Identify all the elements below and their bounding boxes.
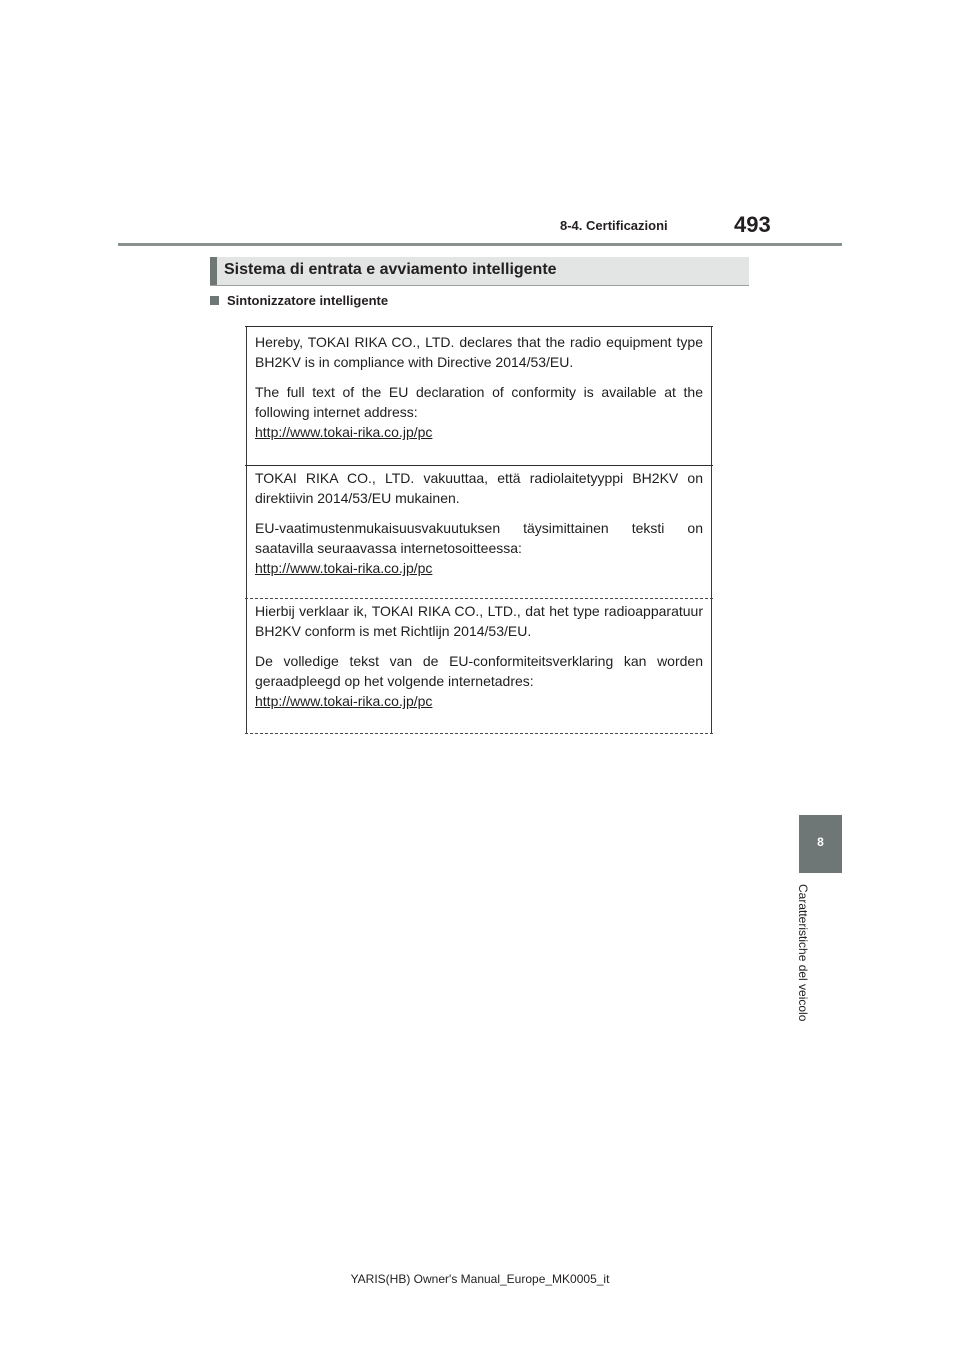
page-number: 493 [734,212,771,237]
declaration-url-link[interactable]: http://www.tokai-rika.co.jp/pc [255,424,433,440]
chapter-side-label: Caratteristiche del veicolo [796,884,810,1022]
subheading [210,293,388,308]
declaration-url-link[interactable]: http://www.tokai-rika.co.jp/pc [255,560,433,576]
section-heading-bar [210,257,749,286]
chapter-number: 8 [817,835,824,849]
header-divider [118,243,842,246]
declaration-availability-text: The full text of the EU declaration of conformity is available at the following internet address: [255,384,703,420]
section-title: Sistema di entrata e avviamento intelligente [224,261,557,278]
header-section-title: 8-4. Certificazioni [560,218,668,233]
declaration-text: TOKAI RIKA CO., LTD. vakuuttaa, että radiolaitetyyppi BH2KV on direktiivin 2014/53/EU mukainen. [255,470,703,506]
declaration-availability-text: EU-vaatimustenmukaisuusvakuutuksen täysimittainen teksti on saatavilla seuraavassa internetosoitteessa: [255,520,703,556]
declaration-divider [245,465,713,466]
chapter-tab [799,815,842,873]
declaration-dutch [255,601,703,711]
declaration-divider [245,598,713,599]
declaration-top-rule [245,326,713,327]
section-accent-bar [210,257,217,285]
declaration-bottom-rule [245,733,713,734]
subheading-text: Sintonizzatore intelligente [227,293,389,308]
declaration-text: Hereby, TOKAI RIKA CO., LTD. declares that the radio equipment type BH2KV is in compliance with Directive 2014/53/EU. [255,334,703,370]
declaration-english [255,332,703,442]
declaration-box [246,326,712,734]
declaration-text: Hierbij verklaar ik, TOKAI RIKA CO., LTD., dat het type radioapparatuur BH2KV conform is met Richtlijn 2014/53/EU. [255,603,703,639]
declaration-availability-text: De volledige tekst van de EU-conformiteitsverklaring kan worden geraadpleegd op het volgende internetadres: [255,653,703,689]
square-bullet-icon [210,296,219,305]
page-footer: YARIS(HB) Owner's Manual_Europe_MK0005_it [350,1272,610,1286]
declaration-finnish [255,468,703,578]
declaration-url-link[interactable]: http://www.tokai-rika.co.jp/pc [255,693,433,709]
